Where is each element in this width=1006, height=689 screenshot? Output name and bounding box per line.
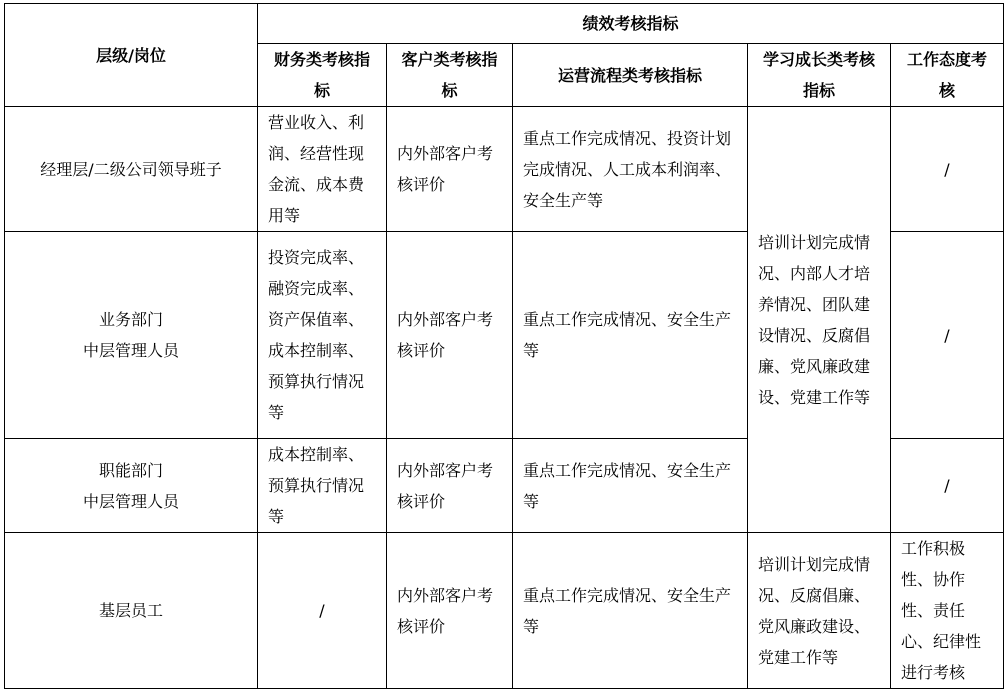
customer-header: 客户类考核指标 (387, 44, 513, 107)
customer-cell: 内外部客户考核评价 (387, 107, 513, 232)
attitude-cell: / (891, 107, 1004, 232)
position-header: 层级/岗位 (5, 4, 258, 107)
position-cell (5, 439, 258, 533)
attitude-cell: / (891, 232, 1004, 439)
attitude-cell: / (891, 439, 1004, 533)
position-line: 经理层/二级公司领导班子 (40, 159, 222, 179)
process-cell: 重点工作完成情况、投资计划完成情况、人工成本利润率、安全生产等 (513, 107, 748, 232)
learning-header: 学习成长类考核指标 (748, 44, 891, 107)
customer-cell: 内外部客户考核评价 (387, 533, 513, 689)
financial-cell: 投资完成率、融资完成率、资产保值率、成本控制率、预算执行情况等 (258, 232, 387, 439)
process-cell: 重点工作完成情况、安全生产等 (513, 439, 748, 533)
position-cell (5, 533, 258, 689)
position-cell (5, 232, 258, 439)
position-line: 业务部门 (98, 310, 163, 329)
attitude-cell: 工作积极性、协作性、责任心、纪律性进行考核 (891, 533, 1004, 689)
process-cell: 重点工作完成情况、安全生产等 (513, 232, 748, 439)
table-row (5, 107, 1004, 232)
customer-cell: 内外部客户考核评价 (387, 439, 513, 533)
table-row (5, 533, 1004, 689)
financial-cell: 营业收入、利润、经营性现金流、成本费用等 (258, 107, 387, 232)
financial-cell: / (258, 533, 387, 689)
position-line: 中层管理人员 (82, 341, 179, 360)
customer-cell: 内外部客户考核评价 (387, 232, 513, 439)
position-line: 职能部门 (98, 460, 163, 480)
attitude-header: 工作态度考核 (891, 44, 1004, 107)
performance-indicator-table (4, 3, 1004, 689)
financial-cell: 成本控制率、预算执行情况等 (258, 439, 387, 533)
financial-header: 财务类考核指标 (258, 44, 387, 107)
process-header: 运营流程类考核指标 (513, 44, 748, 107)
learning-cell: 培训计划完成情况、反腐倡廉、党风廉政建设、党建工作等 (748, 533, 891, 689)
learning-cell-merged: 培训计划完成情况、内部人才培养情况、团队建设情况、反腐倡廉、党风廉政建设、党建工作等 (748, 107, 891, 533)
indicator-group-header: 绩效考核指标 (258, 4, 1004, 44)
position-cell (5, 107, 258, 232)
process-cell: 重点工作完成情况、安全生产等 (513, 533, 748, 689)
position-line: 基层员工 (98, 601, 163, 620)
position-line: 中层管理人员 (82, 491, 179, 511)
